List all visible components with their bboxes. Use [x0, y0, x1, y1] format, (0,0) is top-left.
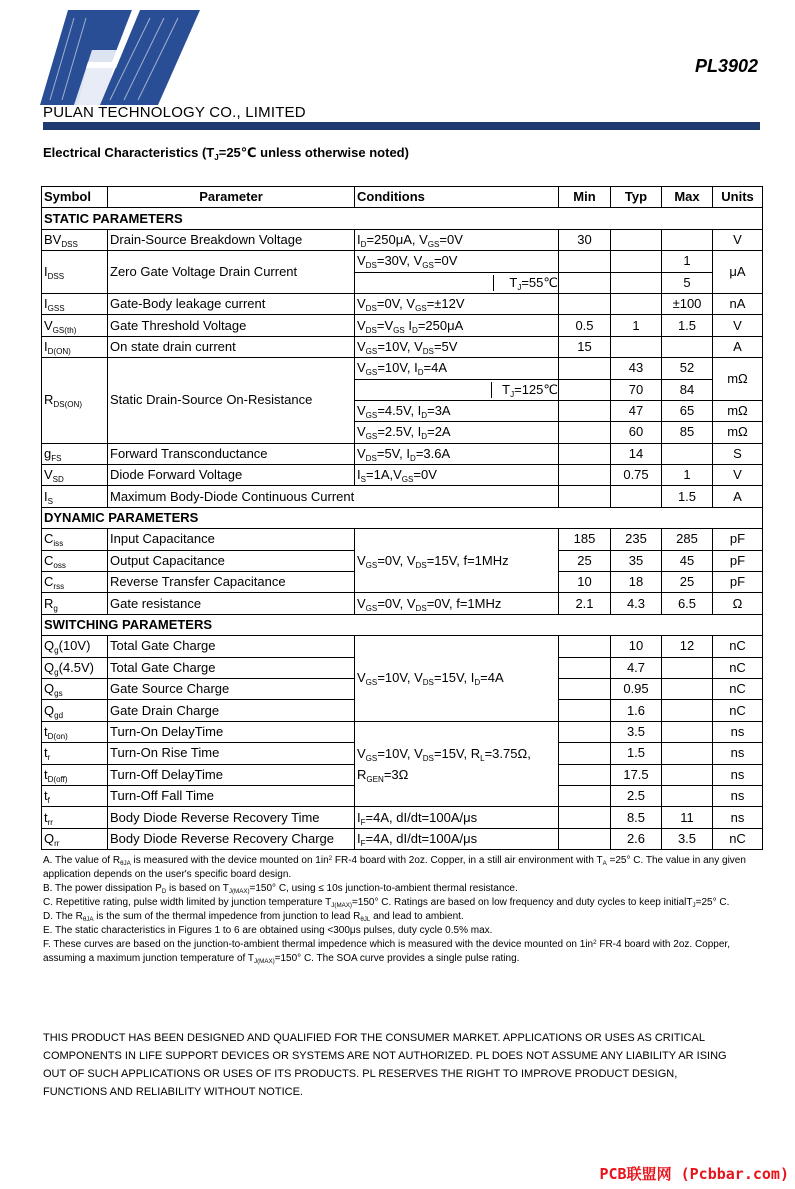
- table-row: $t_f$ Turn-Off Fall Time 2.5 ns: [42, 785, 763, 806]
- table-row: $C_{iss}$ Input Capacitance $V_{GS}=0V$, $V_{DS}=15V$, f=1MHz 185 235 285 pF: [42, 529, 763, 550]
- static-parameters-title: STATIC PARAMETERS: [42, 208, 763, 229]
- col-parameter: Parameter: [108, 187, 355, 208]
- pulan-logo: [40, 10, 200, 105]
- table-row: $C_{rss}$ Reverse Transfer Capacitance 10 18 25 pF: [42, 572, 763, 593]
- table-row: $Q_{gd}$ Gate Drain Charge 1.6 nC: [42, 700, 763, 721]
- table-row: $V_{SD}$ Diode Forward Voltage $I_S=1A,V_{GS}=0V$ 0.75 1 V: [42, 465, 763, 486]
- col-units: Units: [713, 187, 763, 208]
- switching-parameters-title: SWITCHING PARAMETERS: [42, 614, 763, 635]
- table-row: $Q_g(10V)$ Total Gate Charge $V_{GS}=10V$, $V_{DS}=15V$, $I_D=4A$ 10 12 nC: [42, 636, 763, 657]
- disclaimer-line: OUT OF SUCH APPLICATIONS OR USES OF ITS PRODUCTS. PL RESERVES THE RIGHT TO IMPROVE PRODUCT DESIGN,: [43, 1068, 678, 1080]
- disclaimer: [43, 1029, 753, 1101]
- note-d: D. The $R_{\theta JA}$ is the sum of the thermal impedence from junction to lead $R_{\theta JL}$ and lead to ambient.: [43, 911, 464, 924]
- electrical-characteristics-table: [41, 186, 763, 850]
- table-row: $V_{GS}=2.5V$, $I_D=2A$ 60 85 mΩ: [42, 422, 763, 443]
- table-row: $I_{GSS}$ Gate-Body leakage current $V_{DS}=0V$, $V_{GS}=\pm 12V$ ±100 nA: [42, 293, 763, 314]
- col-symbol: Symbol: [42, 187, 108, 208]
- note-c: C. Repetitive rating, pulse width limited by junction temperature $T_{J(MAX)}=150^\circ$ C. Ratings are based on low frequency and duty cycles to keep initialT$_J$=25° C.: [43, 897, 730, 910]
- part-number: PL3902: [694, 56, 758, 76]
- watermark: PCB联盟网 (Pcbbar.com): [599, 1165, 789, 1183]
- disclaimer-line: FUNCTIONS AND RELIABILITY WITHOUT NOTICE.: [43, 1086, 303, 1098]
- col-conditions: Conditions: [355, 187, 559, 208]
- table-row: $T_J=55℃$ 5: [42, 272, 763, 293]
- table-row: $t_r$ Turn-On Rise Time 1.5 ns: [42, 743, 763, 764]
- table-row: $BV_{DSS}$ Drain-Source Breakdown Voltage $I_D=250\mu A$, $V_{GS}=0V$ 30 V: [42, 229, 763, 250]
- header-rule: [43, 122, 760, 130]
- disclaimer-line: COMPONENTS IN LIFE SUPPORT DEVICES OR SYSTEMS ARE NOT AUTHORIZED. PL DOES NOT ASSUME ANY LIABILITY AR ISING: [43, 1050, 727, 1062]
- table-row: $T_J=125℃$ 70 84: [42, 379, 763, 400]
- table-row: $t_{D(off)}$ Turn-Off DelayTime 17.5 ns: [42, 764, 763, 785]
- table-row: $R_{DS(ON)}$ Static Drain-Source On-Resistance $V_{GS}=10V$, $I_D=4A$ 43 52 mΩ: [42, 358, 763, 379]
- table-row: $t_{D(on)}$ Turn-On DelayTime $V_{GS}=10V$, $V_{DS}=15V$, $R_L=3.75\Omega$, $R_{GEN}=3\Omega$ 3.5 ns: [42, 721, 763, 742]
- table-header-row: [42, 187, 763, 208]
- table-row: $I_{DSS}$ Zero Gate Voltage Drain Current $V_{DS}=30V$, $V_{GS}=0V$ 1 μA: [42, 251, 763, 272]
- dynamic-parameters-title: DYNAMIC PARAMETERS: [42, 507, 763, 528]
- company-name: PULAN TECHNOLOGY CO., LIMITED: [43, 104, 306, 121]
- disclaimer-line: THIS PRODUCT HAS BEEN DESIGNED AND QUALIFIED FOR THE CONSUMER MARKET. APPLICATIONS OR USES AS CRITICAL: [43, 1032, 705, 1044]
- col-max: Max: [662, 187, 713, 208]
- note-a: A. The value of $R_{\theta JA}$ is measured with the device mounted on $1in^2$ FR-4 board with 2oz. Copper, in a still air environment with $T_A =25^\circ$ C. The value in any given application depends on the user's specific board design.: [43, 854, 746, 880]
- footnotes: [43, 854, 748, 966]
- table-row: $g_{FS}$ Forward Transconductance $V_{DS}=5V$, $I_D=3.6A$ 14 S: [42, 443, 763, 464]
- table-row: $C_{oss}$ Output Capacitance 25 35 45 pF: [42, 550, 763, 571]
- table-row: $Q_g(4.5V)$ Total Gate Charge 4.7 nC: [42, 657, 763, 678]
- col-min: Min: [559, 187, 611, 208]
- table-row: $I_{D(ON)}$ On state drain current $V_{GS}=10V$, $V_{DS}=5V$ 15 A: [42, 336, 763, 357]
- table-row: $R_g$ Gate resistance $V_{GS}=0V$, $V_{DS}=0V$, f=1MHz 2.1 4.3 6.5 Ω: [42, 593, 763, 614]
- col-typ: Typ: [611, 187, 662, 208]
- table-row: $Q_{rr}$ Body Diode Reverse Recovery Charge $I_F=4A$, dI/dt=100A/μs 2.6 3.5 nC: [42, 828, 763, 849]
- table-row: $V_{GS(th)}$ Gate Threshold Voltage $V_{DS}=V_{GS}$ $I_D=250\mu A$ 0.5 1 1.5 V: [42, 315, 763, 336]
- table-row: $Q_{gs}$ Gate Source Charge 0.95 nC: [42, 678, 763, 699]
- note-e: E. The static characteristics in Figures 1 to 6 are obtained using <300μs pulses, duty cycle 0.5% max.: [43, 925, 493, 936]
- note-f: F. These curves are based on the junction-to-ambient thermal impedence which is measured with the device mounted on $1in^2$ FR-4 board with 2oz. Copper, assuming a maximum junction temperature of $T_{J(MAX)}=150^\circ$ C. The SOA curve provides a single pulse rating.: [43, 938, 730, 966]
- table-row: $I_S$ Maximum Body-Diode Continuous Current 1.5 A: [42, 486, 763, 507]
- section-title: Electrical Characteristics ($T_J=25℃$ unless otherwise noted): [43, 145, 409, 162]
- table-row: $V_{GS}=4.5V$, $I_D=3A$ 47 65 mΩ: [42, 400, 763, 421]
- note-b: B. The power dissipation $P_D$ is based on $T_{J(MAX)}=150^\circ$ C, using ≤ 10s junction-to-ambient thermal resistance.: [43, 883, 518, 896]
- table-row: $t_{rr}$ Body Diode Reverse Recovery Time $I_F=4A$, dI/dt=100A/μs 8.5 11 ns: [42, 807, 763, 828]
